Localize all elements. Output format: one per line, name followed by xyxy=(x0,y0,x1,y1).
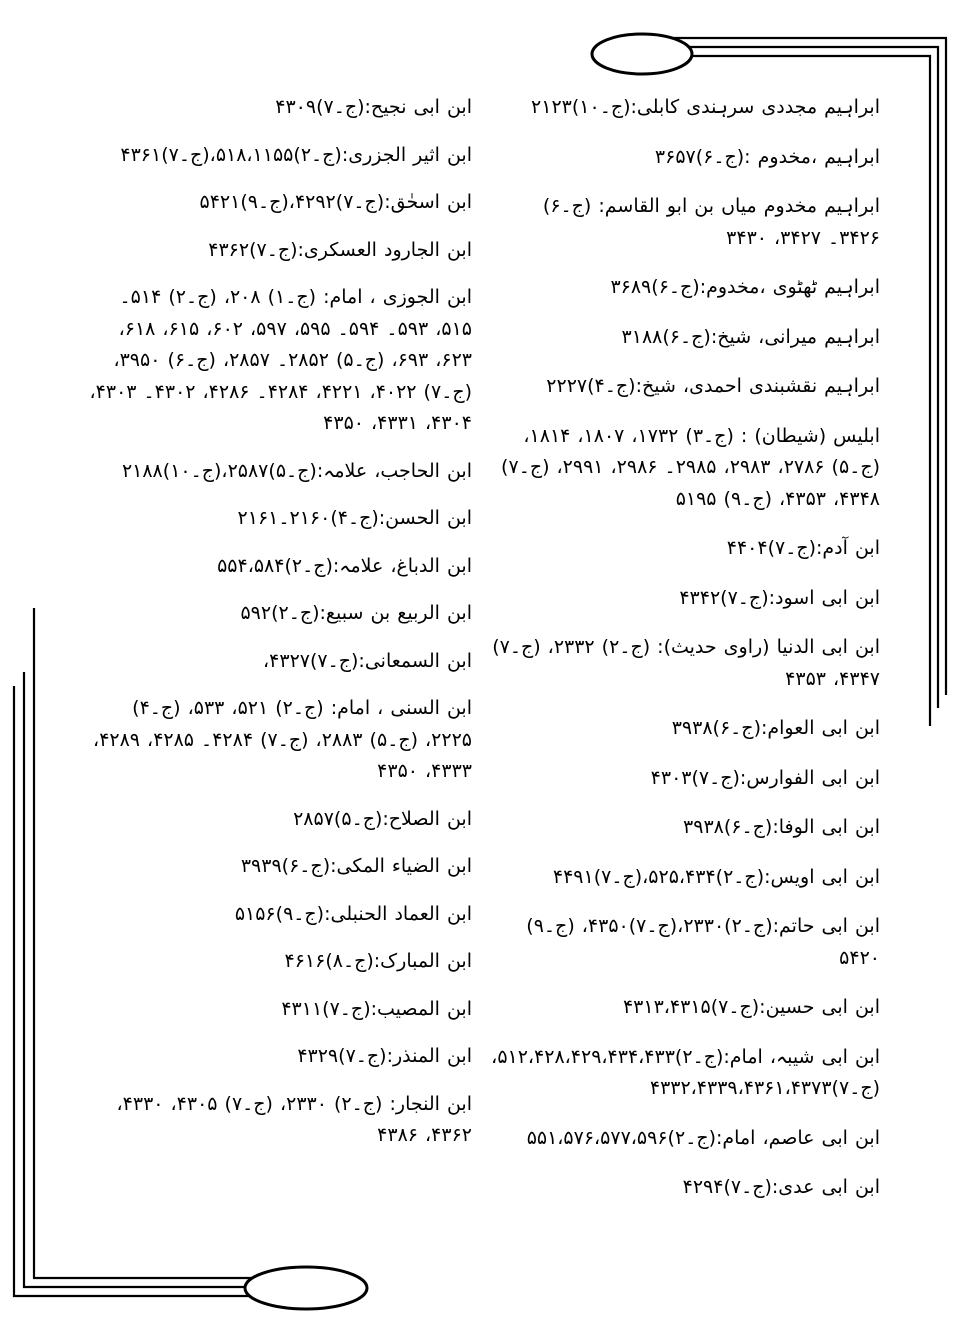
index-entry: ابن ابی عاصم، امام:(ج۔۲)۵۵۱،۵۷۶،۵۷۷،۵۹۶ xyxy=(526,1126,880,1149)
bottom-ornament-oval xyxy=(245,1267,367,1309)
index-entry: ابن الدباغ، علامہ:(ج۔۲)۵۵۴،۵۸۴ xyxy=(217,554,472,577)
index-entry: ابن العماد الحنبلی:(ج۔۹)۵۱۵۶ xyxy=(234,902,472,925)
index-entry: ابن اسحٰق:(ج۔۷)۴۲۹۲،(ج۔۹)۵۴۲۱ xyxy=(199,191,472,213)
index-column-left xyxy=(80,92,472,1168)
top-ornament-oval xyxy=(592,34,692,74)
index-entry: ابن ابی الوفا:(ج۔۶)۳۹۳۸ xyxy=(683,816,880,838)
index-entry: ابن ابی اویس:(ج۔۲)۵۲۵،۴۳۴،(ج۔۷)۴۴۹۱ xyxy=(552,865,880,888)
index-entry: ابن الجارود العسکری:(ج۔۷)۴۳۶۲ xyxy=(208,238,472,261)
index-column-right xyxy=(488,92,880,1222)
index-entry: ابن المنذر:(ج۔۷)۴۳۲۹ xyxy=(297,1045,472,1067)
index-entry: ابن ابی الدنیا (راوی حدیث): (ج۔۲) ۲۳۳۲، (ج۔۷) ۴۳۴۷، ۴۳۵۳ xyxy=(492,636,880,690)
index-entry: ابن الضیاء المکی:(ج۔۶)۳۹۳۹ xyxy=(240,855,472,877)
index-entry: ابن ابی اسود:(ج۔۷)۴۳۴۲ xyxy=(679,586,880,609)
index-entry: ابن السنی ، امام: (ج۔۲) ۵۲۱، ۵۳۳، (ج۔۴) ۲۲۲۵، (ج۔۵) ۲۸۸۳، (ج۔۷) ۴۲۸۴۔ ۴۲۸۵، ۴۲۸۹، ۴۳۳۳، ۴۳۵۰ xyxy=(93,697,472,782)
index-entry: ابن المبارک:(ج۔۸)۴۶۱۶ xyxy=(284,950,472,972)
index-entry: ابراہیم نقشبندی احمدی، شیخ:(ج۔۴)۲۲۲۷ xyxy=(546,375,880,397)
index-entry: ابراہیم ،مخدوم :(ج۔۶)۳۶۵۷ xyxy=(654,145,880,168)
index-entry: ابن الصلاح:(ج۔۵)۲۸۵۷ xyxy=(293,807,472,830)
index-entry: ابن الحسن:(ج۔۴)۲۱۶۰۔۲۱۶۱ xyxy=(237,507,472,529)
index-entry: ابن ابی العوام:(ج۔۶)۳۹۳۸ xyxy=(671,717,880,739)
index-entry: ابن ابی شیبہ، امام:(ج۔۲)۵۱۲،۴۲۸،۴۲۹،۴۳۴،۴۳۳، (ج۔۷)۴۳۳۲،۴۳۳۹،۴۳۶۱،۴۳۷۳ xyxy=(491,1045,880,1099)
index-entry: ابراہیم میرانی، شیخ:(ج۔۶)۳۱۸۸ xyxy=(621,325,880,348)
index-entry: ابن السمعانی:(ج۔۷)۴۳۲۷، xyxy=(263,649,472,672)
index-entry: ابن الجوزی ، امام: (ج۔۱) ۲۰۸، (ج۔۲) ۵۱۴۔ ۵۱۵، ۵۹۳۔ ۵۹۴۔ ۵۹۵، ۵۹۷، ۶۰۲، ۶۱۵، ۶۱۸، ۶۲۳، ۶۹۳، (ج۔۵) ۲۸۵۲۔ ۲۸۵۷، (ج۔۶) ۳۹۵۰، (ج۔۷) ۴۰۲۲، ۴۲۲۱، ۴۲۸۴۔ ۴۲۸۶، ۴۳۰۲۔ ۴۳۰۳، ۴۳۰۴، ۴۳۳۱، ۴۳۵۰ xyxy=(89,286,472,434)
index-entry: ابن ابی حسین:(ج۔۷)۴۳۱۳،۴۳۱۵ xyxy=(622,996,880,1018)
index-entry: ابلیس (شیطان) : (ج۔۳) ۱۷۳۲، ۱۸۰۷، ۱۸۱۴، (ج۔۵) ۲۷۸۶، ۲۹۸۳، ۲۹۸۵۔ ۲۹۸۶، ۲۹۹۱، (ج۔۷) ۴۳۴۸، ۴۳۵۳، (ج۔۹) ۵۱۹۵ xyxy=(501,424,880,510)
index-entry: ابراہیم مجددی سرہندی کابلی:(ج۔۱۰)۲۱۲۳ xyxy=(531,96,880,118)
index-entry: ابن ابی عدی:(ج۔۷)۴۲۹۴ xyxy=(682,1176,880,1198)
index-entry: ابن ابی الفوارس:(ج۔۷)۴۳۰۳ xyxy=(650,766,880,789)
index-entry: ابن ابی نجیح:(ج۔۷)۴۳۰۹ xyxy=(275,96,472,118)
index-entry: ابراہیم مخدوم میاں بن ابو القاسم: (ج۔۶) ۳۴۲۶۔ ۳۴۲۷، ۳۴۳۰ xyxy=(542,195,880,249)
index-entry: ابن آدم:(ج۔۷)۴۴۰۴ xyxy=(726,537,880,559)
index-entry: ابن المصیب:(ج۔۷)۴۳۱۱ xyxy=(281,997,472,1020)
index-entry: ابن ابی حاتم:(ج۔۲)۲۳۳۰،(ج۔۷)۴۳۵۰، (ج۔۹) ۵۴۲۰ xyxy=(526,915,880,969)
index-entry: ابراہیم ٹھٹوی ،مخدوم:(ج۔۶)۳۶۸۹ xyxy=(610,276,880,298)
index-entry: ابن الحاجب، علامہ:(ج۔۵)۲۵۸۷،(ج۔۱۰)۲۱۸۸ xyxy=(121,459,472,482)
index-entry: ابن اثیر الجزری:(ج۔۲)۵۱۸،۱۱۵۵،(ج۔۷)۴۳۶۱ xyxy=(120,143,472,166)
index-entry: ابن الربیع بن سبیع:(ج۔۲)۵۹۲ xyxy=(240,602,472,624)
index-entry: ابن النجار: (ج۔۲) ۲۳۳۰، (ج۔۷) ۴۳۰۵، ۴۳۳۰، ۴۳۶۲، ۴۳۸۶ xyxy=(116,1092,472,1146)
index-columns xyxy=(80,92,880,1242)
